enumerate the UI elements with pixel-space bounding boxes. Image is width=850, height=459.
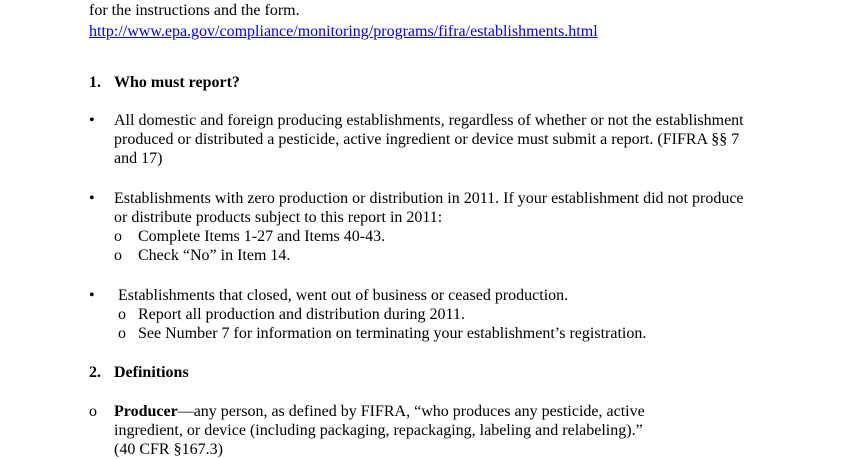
bullet-3-sub-1: Report all production and distribution during 2011. — [138, 306, 465, 323]
sub-bullet-icon: o — [118, 325, 126, 342]
establishments-link[interactable]: http://www.epa.gov/compliance/monitoring/programs/fifra/establishments.html — [89, 23, 598, 40]
definition-producer-line-2: ingredient, or device (including packaging, repackaging, labeling and relabeling).” — [114, 422, 643, 439]
section-2-heading: Definitions — [114, 364, 189, 381]
sub-bullet-icon: o — [114, 228, 122, 245]
bullet-icon: • — [89, 287, 95, 304]
section-1-number: 1. — [89, 74, 101, 91]
section-2-number: 2. — [89, 364, 101, 381]
bullet-1-line-3: and 17) — [114, 150, 163, 167]
intro-text: for the instructions and the form. — [89, 2, 300, 19]
bullet-3-sub-2: See Number 7 for information on terminating your establishment’s registration. — [138, 325, 647, 342]
definition-producer-line-1 — [114, 402, 645, 421]
bullet-3-line-1: Establishments that closed, went out of business or ceased production. — [118, 287, 569, 304]
bullet-2-sub-2: Check “No” in Item 14. — [138, 247, 291, 264]
definition-text: —any person, as defined by FIFRA, “who produces any pesticide, active — [177, 403, 645, 420]
sub-bullet-icon: o — [118, 306, 126, 323]
sub-bullet-icon: o — [114, 247, 122, 264]
bullet-2-sub-1: Complete Items 1-27 and Items 40-43. — [138, 228, 386, 245]
section-1-heading: Who must report? — [114, 74, 240, 91]
bullet-icon: • — [89, 112, 95, 129]
sub-bullet-icon: o — [89, 403, 97, 420]
bullet-1-line-1: All domestic and foreign producing establishments, regardless of whether or not the establishment — [114, 112, 744, 129]
bullet-1-line-2: produced or distributed a pesticide, active ingredient or device must submit a report. (FIFRA §§ 7 — [114, 131, 740, 148]
definition-producer-line-3: (40 CFR §167.3) — [114, 441, 223, 458]
bullet-2-line-1: Establishments with zero production or distribution in 2011. If your establishment did not produce — [114, 190, 744, 207]
bullet-2-line-2: or distribute products subject to this report in 2011: — [114, 209, 443, 226]
bullet-icon: • — [89, 190, 95, 207]
definition-term: Producer — [114, 403, 178, 420]
